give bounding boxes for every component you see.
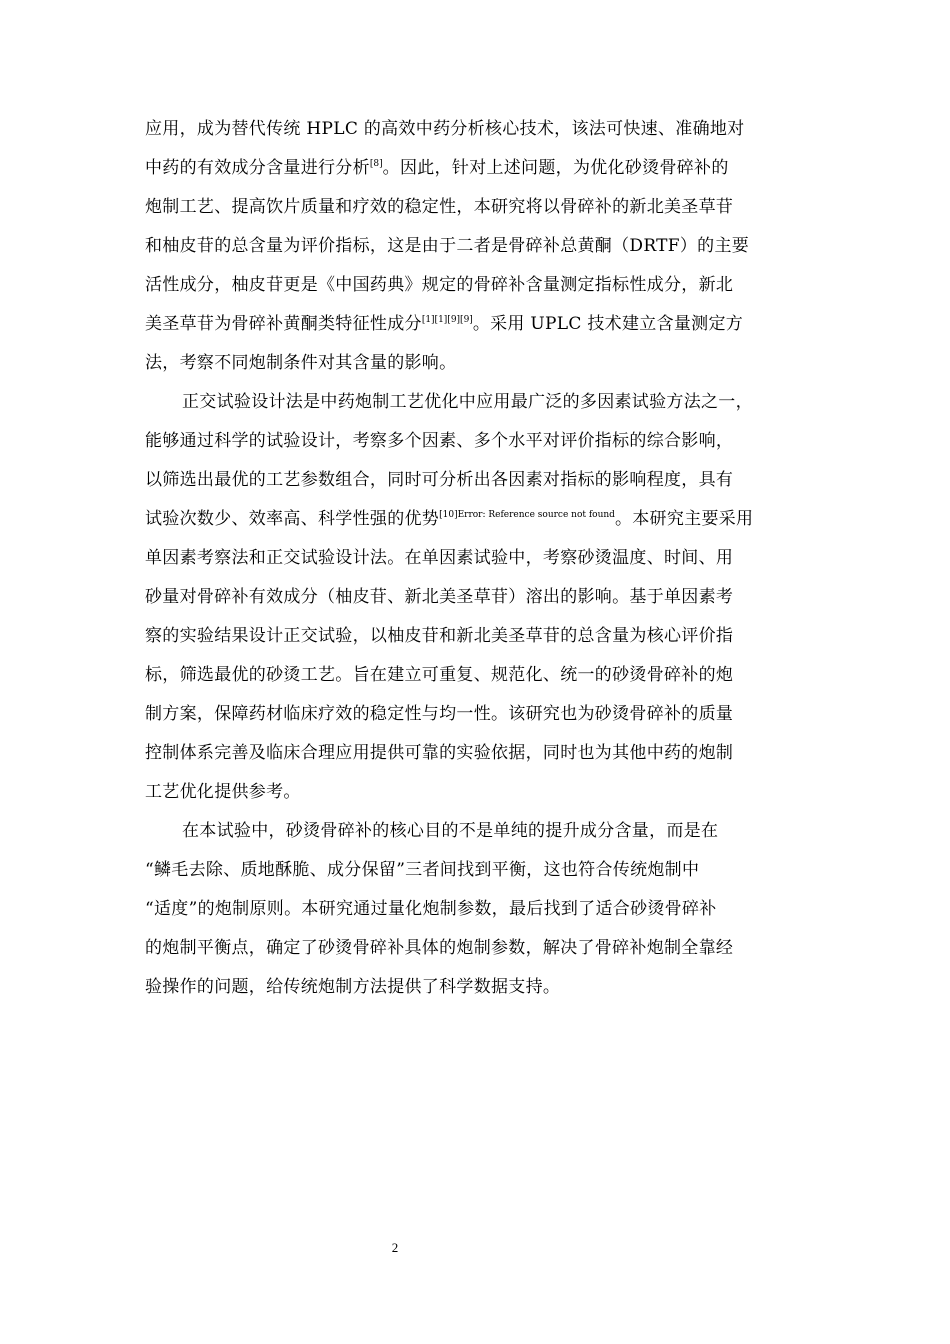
citation-superscript: [10]Error: Reference source not found [439,510,615,520]
text-line [145,305,805,344]
text-run: “适度”的炮制原则。本研究通过量化炮制参数，最后找到了适合砂烫骨碎补 [145,899,717,919]
text-run: 察的实验结果设计正交试验，以柚皮苷和新北美圣草苷的总含量为核心评价指 [145,626,734,646]
text-run: 法，考察不同炮制条件对其含量的影响。 [145,353,457,373]
page-number: 2 [391,1240,399,1255]
text-line [145,578,805,617]
text-line [145,344,805,383]
text-line [145,422,805,461]
text-line [145,968,805,1007]
text-line [145,110,805,149]
text-run: 中药的有效成分含量进行分析 [145,158,370,178]
text-run: 的炮制平衡点，确定了砂烫骨碎补具体的炮制参数，解决了骨碎补炮制全靠经 [145,938,734,958]
text-line [145,890,805,929]
text-run: 标，筛选最优的砂烫工艺。旨在建立可重复、规范化、统一的砂烫骨碎补的炮 [145,665,734,685]
citation-superscript: [1][1][9][9] [421,315,473,325]
text-line [145,656,805,695]
text-run: 以筛选出最优的工艺参数组合，同时可分析出各因素对指标的影响程度，具有 [145,470,734,490]
text-line [145,617,805,656]
text-run: 美圣草苷为骨碎补黄酮类特征性成分 [145,314,422,334]
body-text [145,110,805,1007]
paragraph [145,110,805,383]
text-line [145,461,805,500]
text-line [145,812,805,851]
text-run: 验操作的问题，给传统炮制方法提供了科学数据支持。 [145,977,561,997]
text-run: 控制体系完善及临床合理应用提供可靠的实验依据，同时也为其他中药的炮制 [145,743,734,763]
text-line [145,188,805,227]
text-run: 活性成分，柚皮苷更是《中国药典》规定的骨碎补含量测定指标性成分，新北 [145,275,734,295]
text-line [145,539,805,578]
paragraph [145,383,805,812]
text-run: 。采用 UPLC 技术建立含量测定方 [472,314,744,334]
text-run: “鳞毛去除、质地酥脆、成分保留”三者间找到平衡，这也符合传统炮制中 [145,860,700,880]
text-line [145,734,805,773]
text-run: 单因素考察法和正交试验设计法。在单因素试验中，考察砂烫温度、时间、用 [145,548,734,568]
text-run: 和柚皮苷的总含量为评价指标，这是由于二者是骨碎补总黄酮（DRTF）的主要 [145,236,750,256]
text-line [145,851,805,890]
text-run: 正交试验设计法是中药炮制工艺优化中应用最广泛的多因素试验方法之一， [182,392,753,412]
text-line [145,149,805,188]
text-run: 。本研究主要采用 [614,509,754,529]
text-run: 工艺优化提供参考。 [145,782,301,802]
text-line [145,773,805,812]
text-run: 。因此，针对上述问题，为优化砂烫骨碎补的 [382,158,729,178]
text-run: 炮制工艺、提高饮片质量和疗效的稳定性，本研究将以骨碎补的新北美圣草苷 [145,197,734,217]
text-line [145,227,805,266]
text-line [145,929,805,968]
text-run: 在本试验中，砂烫骨碎补的核心目的不是单纯的提升成分含量，而是在 [182,821,719,841]
text-run: 制方案，保障药材临床疗效的稳定性与均一性。该研究也为砂烫骨碎补的质量 [145,704,734,724]
text-line [145,500,805,539]
text-line [145,695,805,734]
text-run: 应用，成为替代传统 HPLC 的高效中药分析核心技术，该法可快速、准确地对 [145,119,745,139]
text-run: 砂量对骨碎补有效成分（柚皮苷、新北美圣草苷）溶出的影响。基于单因素考 [145,587,734,607]
citation-superscript: [8] [369,159,383,169]
text-line [145,383,805,422]
text-run: 试验次数少、效率高、科学性强的优势 [145,509,440,529]
text-run: 能够通过科学的试验设计，考察多个因素、多个水平对评价指标的综合影响， [145,431,734,451]
text-line [145,266,805,305]
paragraph [145,812,805,1007]
